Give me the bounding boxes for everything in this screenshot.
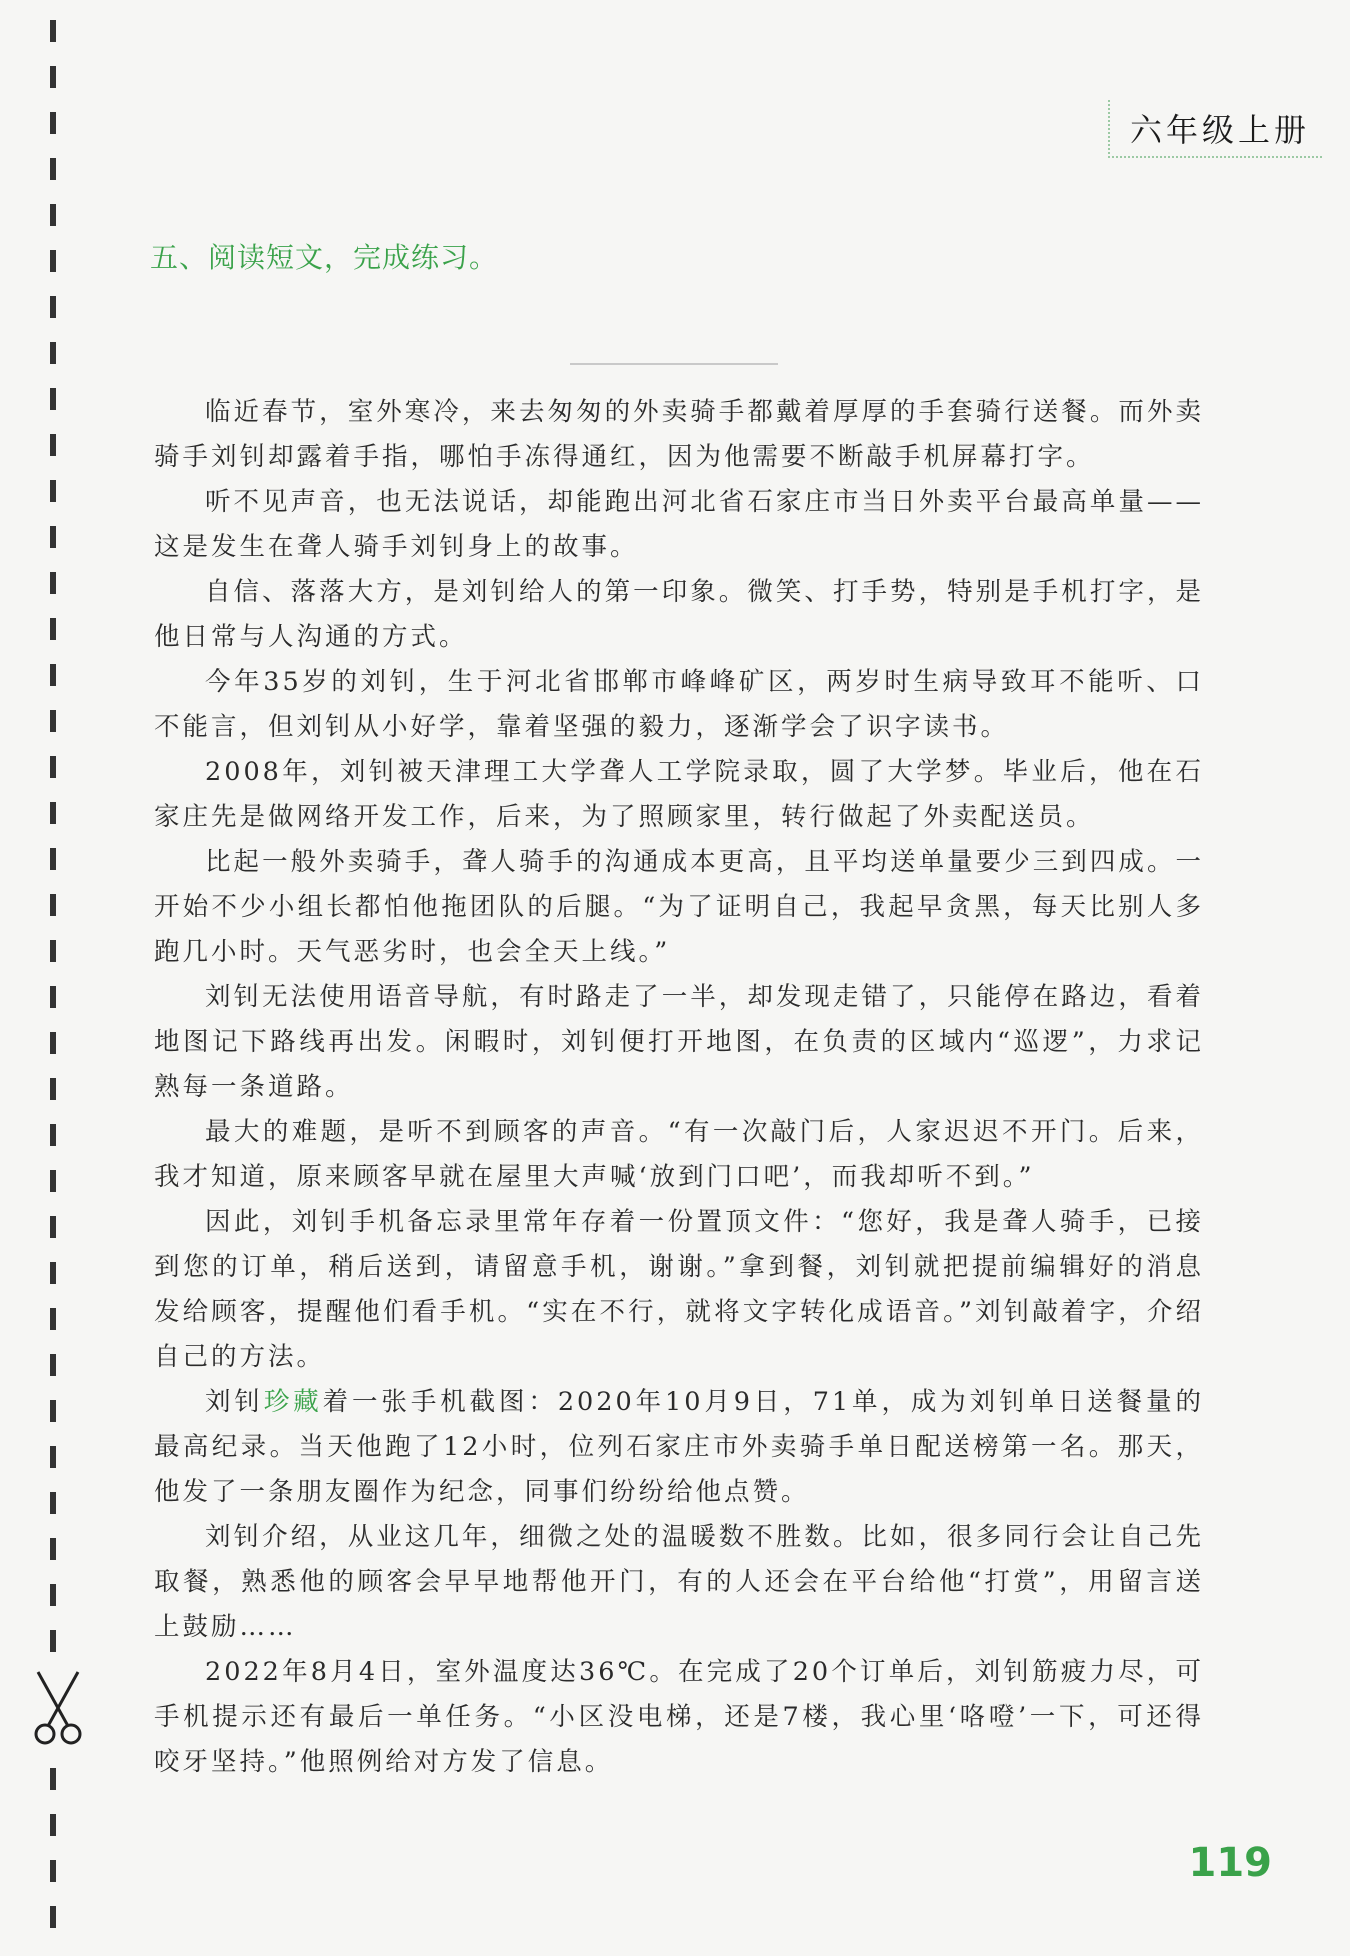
- scissors-icon: [30, 1670, 86, 1748]
- section-title: 五、阅读短文，完成练习。: [150, 241, 499, 274]
- paragraph: 今年35岁的刘钊，生于河北省邯郸市峰峰矿区，两岁时生病导致耳不能听、口不能言，但刘钊从小好学，靠着坚强的毅力，逐渐学会了识字读书。: [154, 667, 1204, 742]
- reading-passage: [154, 390, 1204, 1785]
- paragraph: 刘钊无法使用语音导航，有时路走了一半，却发现走错了，只能停在路边，看着地图记下路线再出发。闲暇时，刘钊便打开地图，在负责的区域内“巡逻”，力求记熟每一条道路。: [154, 982, 1204, 1102]
- paragraph: 最大的难题，是听不到顾客的声音。“有一次敲门后，人家迟迟不开门。后来，我才知道，原来顾客早就在屋里大声喊‘放到门口吧’，而我却听不到。”: [154, 1117, 1204, 1192]
- paragraph: 因此，刘钊手机备忘录里常年存着一份置顶文件：“您好，我是聋人骑手，已接到您的订单，稍后送到，请留意手机，谢谢。”拿到餐，刘钊就把提前编辑好的消息发给顾客，提醒他们看手机。“实在不行，就将文字转化成语音。”刘钊敲着字，介绍自己的方法。: [154, 1207, 1204, 1372]
- paragraph: 2022年8月4日，室外温度达36℃。在完成了20个订单后，刘钊筋疲力尽，可手机提示还有最后一单任务。“小区没电梯，还是7楼，我心里‘咯噔’一下，可还得咬牙坚持。”他照例给对方发了信息。: [154, 1657, 1204, 1777]
- paragraph-text: 刘钊: [205, 1387, 264, 1417]
- answer-blank-line: [570, 363, 778, 365]
- paragraph: [154, 1380, 1204, 1515]
- paragraph-text: 着一张手机截图：2020年10月9日，71单，成为刘钊单日送餐量的最高纪录。当天他跑了12小时，位列石家庄市外卖骑手单日配送榜第一名。那天，他发了一条朋友圈作为纪念，同事们纷纷给他点赞。: [154, 1387, 1204, 1507]
- paragraph: 刘钊介绍，从业这几年，细微之处的温暖数不胜数。比如，很多同行会让自己先取餐，熟悉他的顾客会早早地帮他开门，有的人还会在平台给他“打赏”，用留言送上鼓励……: [154, 1522, 1204, 1642]
- paragraph: 2008年，刘钊被天津理工大学聋人工学院录取，圆了大学梦。毕业后，他在石家庄先是做网络开发工作，后来，为了照顾家里，转行做起了外卖配送员。: [154, 757, 1204, 832]
- paragraph: 听不见声音，也无法说话，却能跑出河北省石家庄市当日外卖平台最高单量——这是发生在聋人骑手刘钊身上的故事。: [154, 487, 1204, 562]
- paragraph: 临近春节，室外寒冷，来去匆匆的外卖骑手都戴着厚厚的手套骑行送餐。而外卖骑手刘钊却露着手指，哪怕手冻得通红，因为他需要不断敲手机屏幕打字。: [154, 397, 1204, 472]
- paragraph: 比起一般外卖骑手，聋人骑手的沟通成本更高，且平均送单量要少三到四成。一开始不少小组长都怕他拖团队的后腿。“为了证明自己，我起早贪黑，每天比别人多跑几小时。天气恶劣时，也会全天上线。”: [154, 847, 1204, 967]
- highlighted-word: 珍藏: [263, 1387, 323, 1417]
- page-number: 119: [1188, 1840, 1272, 1886]
- cut-dashed-line: [50, 20, 56, 1940]
- paragraph: 自信、落落大方，是刘钊给人的第一印象。微笑、打手势，特别是手机打字，是他日常与人沟通的方式。: [154, 577, 1204, 652]
- grade-label: 六年级上册: [1108, 100, 1322, 158]
